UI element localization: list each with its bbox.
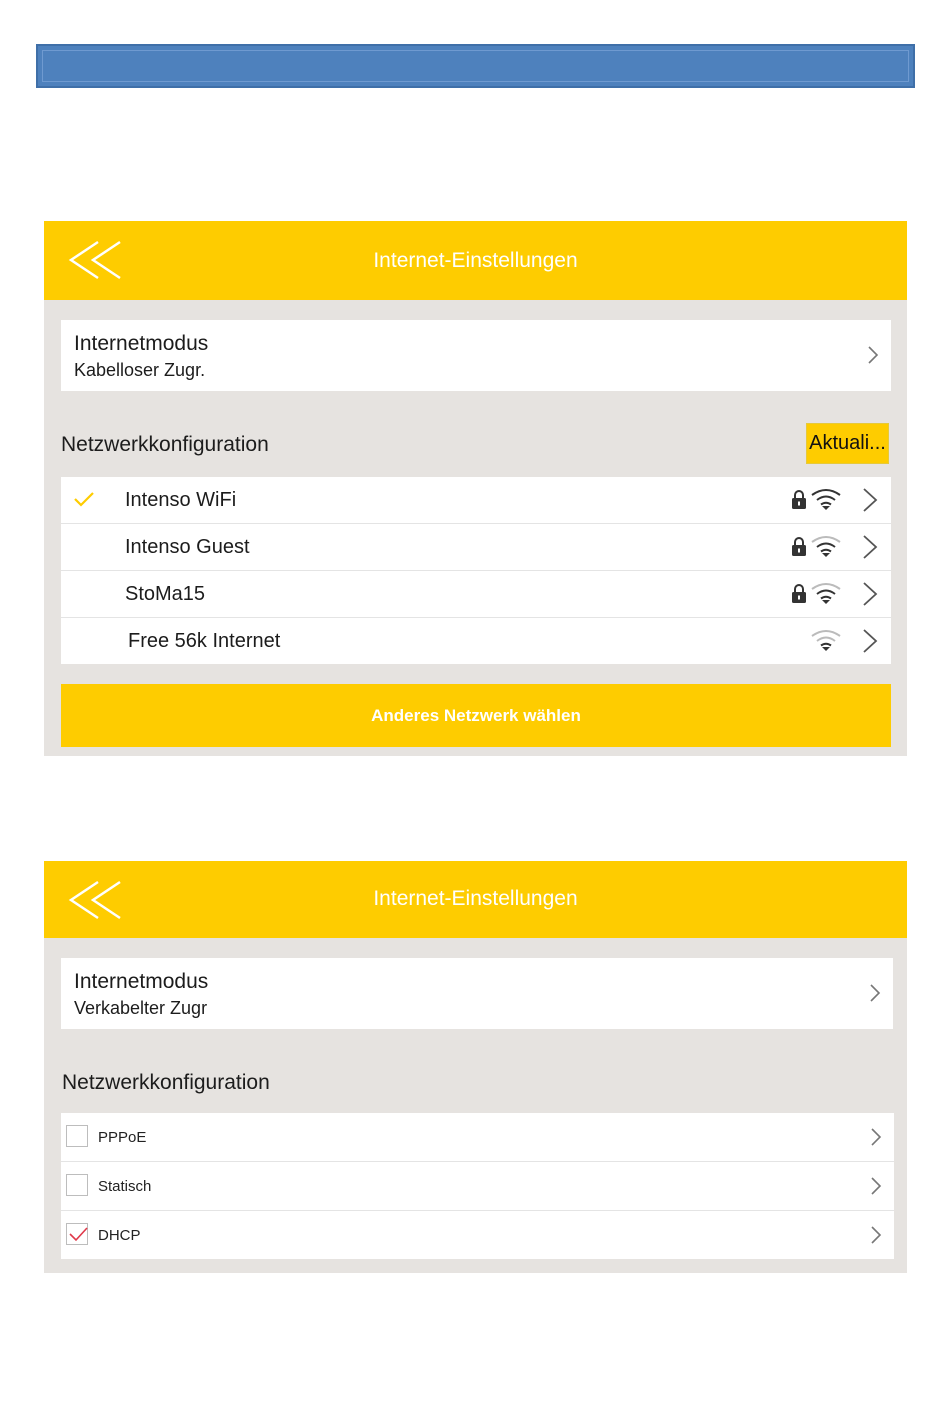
chevron-right-icon xyxy=(869,983,881,1003)
app-header xyxy=(44,221,907,300)
lock-icon xyxy=(791,536,807,556)
chevron-right-icon xyxy=(867,345,879,365)
refresh-button[interactable]: Aktuali... xyxy=(806,423,889,464)
checkbox[interactable] xyxy=(66,1125,88,1147)
choose-other-network-button[interactable]: Anderes Netzwerk wählen xyxy=(61,684,891,747)
connection-type-row[interactable] xyxy=(61,1162,894,1211)
wifi-network-name: Intenso Guest xyxy=(125,536,250,558)
document-banner xyxy=(36,44,915,88)
chevron-right-icon xyxy=(862,534,878,560)
internet-mode-title: Internetmodus xyxy=(74,332,209,355)
header-title: Internet-Einstellungen xyxy=(373,887,578,910)
internet-mode-row[interactable] xyxy=(61,958,893,1029)
internet-mode-value: Kabelloser Zugr. xyxy=(74,360,206,380)
wireless-settings-screen xyxy=(44,221,907,756)
wifi-signal-icon xyxy=(810,581,842,605)
app-header xyxy=(44,861,907,938)
internet-mode-value: Verkabelter Zugr xyxy=(74,998,208,1018)
wifi-network-name: Free 56k Internet xyxy=(128,630,281,652)
wifi-network-name: Intenso WiFi xyxy=(125,489,237,511)
wired-settings-screen xyxy=(44,861,907,1273)
wifi-network-row[interactable] xyxy=(61,618,891,664)
wifi-network-row[interactable] xyxy=(61,571,891,618)
internet-mode-title: Internetmodus xyxy=(74,970,209,993)
lock-icon xyxy=(791,489,807,509)
wifi-signal-icon xyxy=(810,487,842,511)
lock-icon xyxy=(791,583,807,603)
checkmark-icon xyxy=(67,1224,89,1246)
wifi-network-row[interactable] xyxy=(61,524,891,571)
connection-type-name: DHCP xyxy=(98,1227,141,1244)
connection-type-name: PPPoE xyxy=(98,1129,147,1146)
banner-inner xyxy=(42,50,909,82)
chevron-right-icon xyxy=(870,1176,882,1196)
wifi-network-list xyxy=(61,477,891,664)
chevron-right-icon xyxy=(862,628,878,654)
connection-type-name: Statisch xyxy=(98,1178,152,1195)
checkbox[interactable] xyxy=(66,1174,88,1196)
wifi-network-name: StoMa15 xyxy=(125,583,206,605)
chevron-right-icon xyxy=(870,1127,882,1147)
network-config-label: Netzwerkkonfiguration xyxy=(62,1071,270,1094)
header-title: Internet-Einstellungen xyxy=(373,249,578,272)
network-config-label: Netzwerkkonfiguration xyxy=(61,433,269,456)
wifi-signal-icon xyxy=(810,534,842,558)
connection-type-row[interactable] xyxy=(61,1211,894,1259)
chevron-right-icon xyxy=(862,487,878,513)
internet-mode-row[interactable] xyxy=(61,320,891,391)
chevron-right-icon xyxy=(870,1225,882,1245)
connection-type-list xyxy=(61,1113,894,1259)
chevron-right-icon xyxy=(862,581,878,607)
connection-type-row[interactable] xyxy=(61,1113,894,1162)
wifi-network-row[interactable] xyxy=(61,477,891,524)
wifi-signal-icon xyxy=(810,628,842,652)
checkmark-icon xyxy=(73,490,95,508)
checkbox-checked[interactable] xyxy=(66,1223,88,1245)
